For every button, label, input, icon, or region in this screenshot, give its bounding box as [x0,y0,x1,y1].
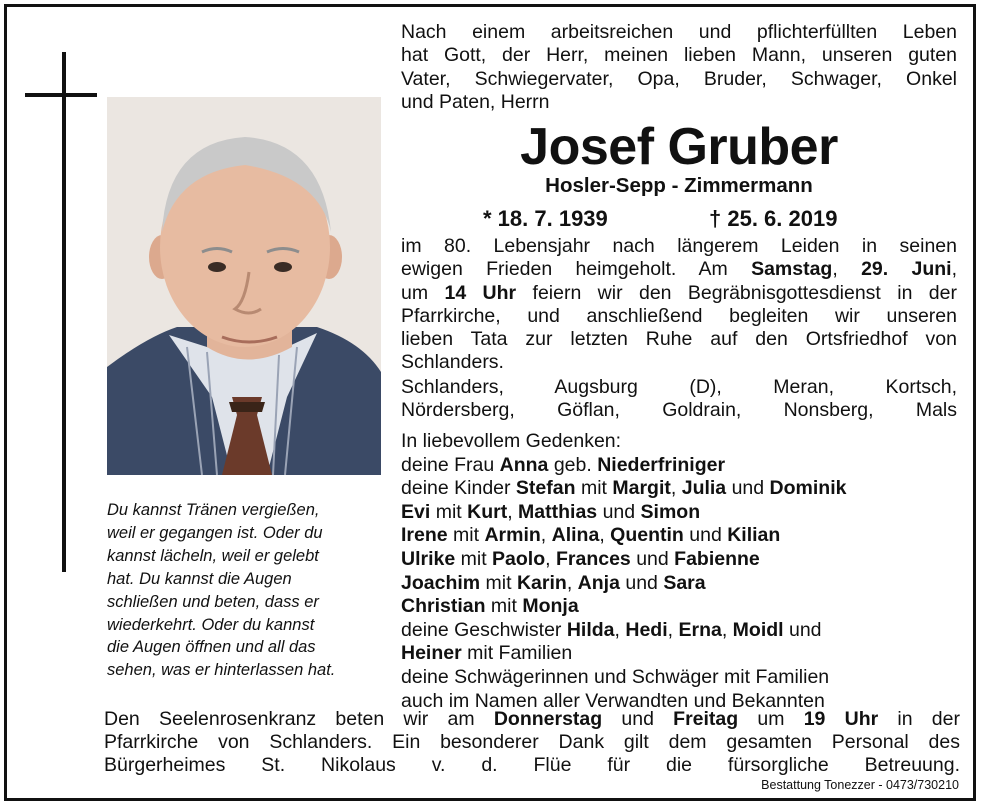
text: deine Geschwister [401,618,567,641]
bold-text: Freitag [673,708,739,730]
cross-icon [62,52,66,572]
mourners-line [401,666,957,690]
rosary-announcement [104,708,960,778]
text: und [619,571,664,594]
bold-text: Quentin [610,524,684,547]
text: Den Seelenrosenkranz beten wir am [104,708,494,730]
bold-text: Erna [678,618,722,641]
text: und [783,618,822,641]
text: lieben Tata zur letzten Ruhe auf den Ortsfriedhof von [401,328,957,351]
mourners-line [401,619,957,643]
places-line: Schlanders, Augsburg (D), Meran, Kortsch, [401,376,957,398]
text: mit [485,595,523,618]
text: und [597,500,641,523]
bold-text: Hilda [566,618,615,641]
text: , [614,618,626,641]
bold-text: Monja [522,595,579,618]
text: In liebevollem Gedenken: [401,430,622,452]
death-text-line [401,235,957,258]
bold-text: 14 Uhr [444,281,517,304]
bold-text: Irene [401,524,448,547]
text: Schlanders. [401,351,504,374]
text: , [540,524,552,547]
mourners-line [401,501,957,525]
intro-line: Vater, Schwiegervater, Opa, Bruder, Schwager, Onkel [401,67,957,90]
death-announcement [401,235,957,375]
birth-date: * 18. 7. 1939 [483,206,608,231]
bold-text: Matthias [518,500,598,523]
footer-line [104,731,960,754]
bold-text: Fabienne [674,547,760,570]
text: und [602,708,674,730]
mourners-line [401,477,957,501]
mourners-line [401,548,957,572]
deceased-nickname: Hosler-Sepp - Zimmermann [545,174,813,197]
text: und [630,547,675,570]
bold-text: 29. Juni [861,258,952,281]
bold-text: Niederfriniger [597,453,726,476]
funeral-home-credit: Bestattung Tonezzer - 0473/730210 [761,778,959,792]
death-text-line [401,258,957,281]
places-list [401,376,957,423]
places-line: Nördersberg, Göflan, Goldrain, Nonsberg, Mals [401,399,957,422]
bold-text: Paolo [492,547,546,570]
bold-text: Armin [484,524,541,547]
text: , [545,547,556,570]
mourners-line [401,572,957,596]
bold-text: Kurt [467,500,508,523]
bold-text: Alina [551,524,600,547]
intro-line: hat Gott, der Herr, meinen lieben Mann, unseren guten [401,44,957,67]
text: , [951,258,957,281]
bold-text: Julia [681,477,727,500]
text: ewigen Frieden heimgeholt. Am [401,258,752,281]
bold-text: Margit [612,477,671,500]
bold-text: Kilian [727,524,781,547]
mourners-line [401,454,957,478]
text: auch im Namen aller Verwandten und Bekannten [401,689,825,712]
text: in der [878,708,960,730]
bold-text: 19 Uhr [803,708,879,730]
death-text-line [401,328,957,351]
text: mit [455,547,493,570]
text: , [670,477,682,500]
text: Pfarrkirche von Schlanders. Ein besonderer Dank gilt dem gesamten Personal des [104,731,960,754]
death-text-line [401,305,957,328]
mourners-line [401,642,957,666]
quote-line: hat. Du kannst die Augen [107,569,292,588]
portrait-illustration [107,97,381,475]
bold-text: Evi [401,500,431,523]
death-text-line [401,351,957,374]
text: mit Familien [461,642,573,665]
text: und [726,477,770,500]
text: , [832,258,862,281]
text: und [683,524,728,547]
intro-line: und Paten, Herrn [401,90,550,113]
text: , [599,524,611,547]
bold-text: Joachim [401,571,481,594]
text: um [738,708,804,730]
bold-text: Anja [577,571,620,594]
bold-text: Ulrike [401,547,456,570]
text: deine Kinder [401,477,516,500]
quote-line: kannst lächeln, weil er gelebt [107,546,319,565]
bold-text: Stefan [515,477,576,500]
text: , [507,500,519,523]
text: deine Frau [401,453,500,476]
bold-text: Moidl [732,618,784,641]
mourners-line [401,524,957,548]
bold-text: Karin [516,571,567,594]
text: mit [480,571,517,594]
portrait-photo [107,97,381,475]
bold-text: Dominik [769,477,847,500]
text: deine Schwägerinnen und Schwäger mit Familien [401,665,830,688]
text: mit [447,524,485,547]
bold-text: Christian [401,595,486,618]
mourners-list [401,430,957,713]
quote-line: Du kannst Tränen vergießen, [107,501,320,519]
quote-line: sehen, was er hinterlassen hat. [107,661,336,680]
text: feiern wir den Begräbnisgottesdienst in der [516,281,957,304]
bold-text: Samstag [751,258,833,281]
bold-text: Donnerstag [493,708,603,730]
memorial-quote [107,499,387,682]
text: geb. [548,453,598,476]
text: , [721,618,733,641]
quote-line: schließen und beten, dass er [107,592,319,611]
footer-line [104,708,960,731]
intro-text [401,21,957,114]
bold-text: Sara [663,571,706,594]
quote-line: weil er gegangen ist. Oder du [107,523,323,542]
text: um [401,281,445,304]
quote-line: die Augen öffnen und all das [107,638,316,657]
death-date: † 25. 6. 2019 [709,206,838,231]
text: mit [575,477,613,500]
bold-text: Frances [555,547,631,570]
mourners-line [401,595,957,619]
bold-text: Hedi [625,618,668,641]
death-text-line [401,282,957,305]
obituary-notice [4,4,976,801]
text: , [667,618,679,641]
cross-icon-bar [25,93,97,97]
bold-text: Heiner [401,642,462,665]
text: Bürgerheimes St. Nikolaus v. d. Flüe für die fürsorgliche Betreuung. [104,754,960,777]
footer-line [104,754,960,777]
text: im 80. Lebensjahr nach längerem Leiden in seinen [401,235,957,257]
mourners-line [401,430,957,454]
deceased-name: Josef Gruber [520,118,838,176]
bold-text: Simon [640,500,701,523]
text: , [566,571,578,594]
text: mit [430,500,468,523]
text: Pfarrkirche, und anschließend begleiten wir unseren [401,304,957,327]
intro-line: Nach einem arbeitsreichen und pflichterfüllten Leben [401,21,957,43]
quote-line: wiederkehrt. Oder du kannst [107,615,315,634]
bold-text: Anna [499,453,549,476]
